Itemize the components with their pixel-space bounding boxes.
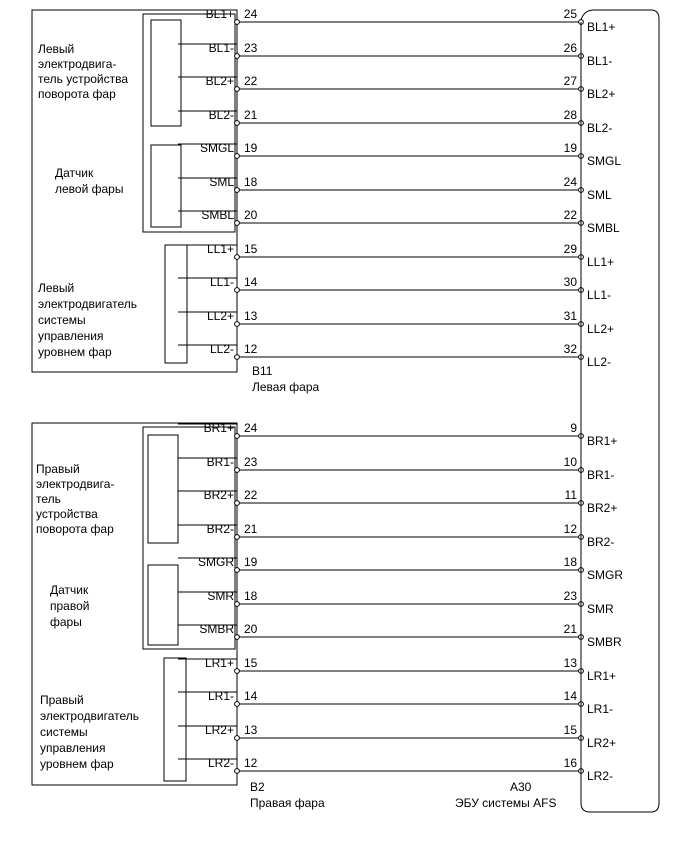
right-leveling-label xyxy=(40,693,142,771)
left-source-terminal xyxy=(235,87,240,92)
left-source-terminal xyxy=(235,255,240,260)
left-ecu-signal-label: BL2- xyxy=(587,121,613,135)
left-signal-label: SML xyxy=(209,175,234,189)
left-motor-label-line: Левый xyxy=(38,42,75,56)
left-ecu-pin: 31 xyxy=(563,309,577,323)
left-source-pin: 12 xyxy=(244,342,258,356)
left-leveling-label-line: электродвигатель xyxy=(38,297,137,311)
left-signal-label: SMBL xyxy=(201,208,234,222)
right-source-terminal xyxy=(235,702,240,707)
left-ecu-signal-label: SMBL xyxy=(587,221,620,235)
left-wire-row xyxy=(178,141,621,168)
right-ecu-pin: 10 xyxy=(563,455,577,469)
left-source-pin: 20 xyxy=(244,208,258,222)
left-ecu-pin: 29 xyxy=(563,242,577,256)
right-wire-row xyxy=(178,689,613,716)
right-source-terminal xyxy=(235,434,240,439)
left-source-pin: 22 xyxy=(244,74,258,88)
right-motor-label-line: поворота фар xyxy=(36,522,114,536)
left-ecu-pin: 27 xyxy=(563,74,577,88)
right-signal-label: BR2+ xyxy=(203,488,234,502)
left-source-terminal xyxy=(235,288,240,293)
right-signal-label: LR1+ xyxy=(204,656,234,670)
left-wire-row xyxy=(178,175,612,202)
right-ecu-pin: 14 xyxy=(563,689,577,703)
right-ecu-signal-label: BR2+ xyxy=(587,501,618,515)
left-source-terminal xyxy=(235,355,240,360)
right-signal-label: SMGR xyxy=(198,555,234,569)
left-source-terminal xyxy=(235,20,240,25)
left-ecu-pin: 32 xyxy=(563,342,577,356)
right-ecu-signal-label: LR2- xyxy=(587,769,614,783)
right-ecu-pin: 21 xyxy=(563,622,577,636)
right-motor-label-line: устройства xyxy=(36,507,98,521)
right-sensor-label xyxy=(50,583,93,629)
right-source-pin: 23 xyxy=(244,455,258,469)
left-ecu-signal-label: BL2+ xyxy=(587,87,616,101)
left-motor-label-line: поворота фар xyxy=(38,87,116,101)
left-signal-label: BL2- xyxy=(208,108,234,122)
left-leveling-label-line: системы xyxy=(38,313,86,327)
right-ecu-pin: 11 xyxy=(564,488,577,502)
right-leveling-label-line: управления xyxy=(40,741,106,755)
left-wire-group xyxy=(178,7,621,369)
right-source-pin: 22 xyxy=(244,488,258,502)
right-wire-row xyxy=(178,488,617,515)
right-source-pin: 14 xyxy=(244,689,258,703)
left-ecu-pin: 19 xyxy=(563,141,577,155)
left-source-pin: 21 xyxy=(244,108,258,122)
right-source-pin: 20 xyxy=(244,622,258,636)
right-motor-label xyxy=(36,462,118,536)
right-motor-label-line: электродвига- xyxy=(36,477,115,491)
right-source-pin: 18 xyxy=(244,589,258,603)
right-ecu-signal-label: LR1+ xyxy=(587,669,617,683)
left-source-pin: 23 xyxy=(244,41,258,55)
left-source-pin: 15 xyxy=(244,242,258,256)
left-signal-label: BL1- xyxy=(208,41,234,55)
left-wire-row xyxy=(178,208,620,235)
right-source-terminal xyxy=(235,501,240,506)
right-leveling-label-line: уровнем фар xyxy=(40,757,114,771)
right-ecu-signal-label: SMGR xyxy=(587,568,623,582)
left-wire-row xyxy=(178,275,611,302)
left-signal-label: SMGL xyxy=(199,141,234,155)
right-source-terminal xyxy=(235,568,240,573)
left-wire-row xyxy=(178,41,612,68)
left-connector-id: B11 xyxy=(252,364,273,378)
left-swivel-motor-inner xyxy=(151,20,181,126)
left-signal-label: BL2+ xyxy=(205,74,234,88)
left-headlamp xyxy=(32,7,621,394)
left-source-terminal xyxy=(235,121,240,126)
left-ecu-pin: 28 xyxy=(563,108,577,122)
left-connector-title: Левая фара xyxy=(252,380,320,394)
left-sensor-label-line: левой фары xyxy=(55,182,124,196)
left-source-pin: 24 xyxy=(244,7,258,21)
left-signal-label: LL1- xyxy=(209,275,234,289)
left-ecu-signal-label: LL2- xyxy=(587,355,612,369)
right-ecu-pin: 13 xyxy=(563,656,577,670)
right-signal-label: BR1+ xyxy=(203,421,234,435)
left-signal-label: BL1+ xyxy=(205,7,234,21)
left-signal-label: LL1+ xyxy=(206,242,234,256)
left-wire-row xyxy=(178,7,615,34)
left-source-terminal xyxy=(235,154,240,159)
right-ecu-signal-label: LR1- xyxy=(587,702,614,716)
left-ecu-signal-label: LL2+ xyxy=(587,322,615,336)
right-signal-label: LR2+ xyxy=(204,723,234,737)
left-ecu-pin: 22 xyxy=(563,208,577,222)
left-source-terminal xyxy=(235,54,240,59)
right-source-terminal xyxy=(235,602,240,607)
left-ecu-signal-label: SMGL xyxy=(587,154,622,168)
right-ecu-pin: 15 xyxy=(563,723,577,737)
right-leveling-label-line: Правый xyxy=(40,693,84,707)
right-sensor-label-line: правой xyxy=(50,599,90,613)
right-source-terminal xyxy=(235,736,240,741)
right-ecu-pin: 16 xyxy=(563,756,577,770)
right-ecu-signal-label: SMBR xyxy=(587,635,622,649)
right-ecu-signal-label: BR1+ xyxy=(587,434,618,448)
left-ecu-pin: 24 xyxy=(563,175,577,189)
left-ecu-pin: 25 xyxy=(563,7,577,21)
left-source-pin: 13 xyxy=(244,309,258,323)
left-sensor-label xyxy=(55,166,123,196)
left-signal-label: LL2+ xyxy=(206,309,234,323)
right-motor-label-line: Правый xyxy=(36,462,80,476)
right-ecu-pin: 12 xyxy=(563,522,577,536)
left-signal-label: LL2- xyxy=(209,342,234,356)
left-wire-row xyxy=(178,309,614,336)
left-wire-row xyxy=(178,242,614,269)
right-source-terminal xyxy=(235,769,240,774)
right-leveling-motor-block xyxy=(164,658,186,781)
right-wire-row xyxy=(178,756,613,783)
left-source-terminal xyxy=(235,188,240,193)
left-source-pin: 14 xyxy=(244,275,258,289)
left-leveling-label-line: Левый xyxy=(38,281,75,295)
right-wire-row xyxy=(178,455,614,482)
left-wire-row xyxy=(178,108,612,135)
right-signal-label: SMBR xyxy=(199,622,234,636)
left-source-terminal xyxy=(235,322,240,327)
right-source-pin: 12 xyxy=(244,756,258,770)
right-source-pin: 19 xyxy=(244,555,258,569)
right-ecu-pin: 9 xyxy=(570,421,577,435)
left-motor-label xyxy=(38,42,131,101)
left-ecu-signal-label: LL1- xyxy=(587,288,612,302)
ecu-block xyxy=(455,10,659,812)
right-leveling-label-line: электродвигатель xyxy=(40,709,139,723)
right-sensor-label-line: Датчик xyxy=(50,583,89,597)
left-ecu-signal-label: BL1- xyxy=(587,54,613,68)
right-source-pin: 13 xyxy=(244,723,258,737)
right-ecu-pin: 23 xyxy=(563,589,577,603)
right-signal-label: BR2- xyxy=(206,522,234,536)
right-swivel-motor-inner xyxy=(148,435,178,543)
left-sensor-label-line: Датчик xyxy=(55,166,94,180)
ecu-id: A30 xyxy=(510,780,532,794)
right-sensor-block xyxy=(148,565,178,645)
right-connector-id: B2 xyxy=(250,780,265,794)
right-source-terminal xyxy=(235,635,240,640)
left-ecu-signal-label: LL1+ xyxy=(587,255,615,269)
left-source-terminal xyxy=(235,221,240,226)
right-sensor-label-line: фары xyxy=(50,615,82,629)
left-ecu-pin: 30 xyxy=(563,275,577,289)
left-source-pin: 18 xyxy=(244,175,258,189)
right-leveling-label-line: системы xyxy=(40,725,88,739)
right-wire-row xyxy=(178,656,616,683)
left-sensor-block xyxy=(151,145,181,227)
ecu-title: ЭБУ системы AFS xyxy=(455,796,557,810)
right-signal-label: SMR xyxy=(207,589,234,603)
left-ecu-signal-label: SML xyxy=(587,188,612,202)
right-ecu-signal-label: LR2+ xyxy=(587,736,617,750)
left-wire-row xyxy=(178,342,611,369)
right-source-pin: 24 xyxy=(244,421,258,435)
left-leveling-label xyxy=(38,281,140,359)
right-source-terminal xyxy=(235,535,240,540)
right-headlamp xyxy=(32,421,623,810)
right-ecu-pin: 18 xyxy=(563,555,577,569)
right-ecu-signal-label: SMR xyxy=(587,602,614,616)
left-ecu-signal-label: BL1+ xyxy=(587,20,616,34)
right-source-terminal xyxy=(235,468,240,473)
right-wire-group xyxy=(178,421,623,783)
right-ecu-signal-label: BR2- xyxy=(587,535,615,549)
left-motor-label-line: электродвига- xyxy=(38,57,117,71)
right-wire-row xyxy=(178,522,614,549)
right-wire-row xyxy=(178,589,614,616)
left-wire-row xyxy=(178,74,615,101)
left-source-pin: 19 xyxy=(244,141,258,155)
right-signal-label: LR2- xyxy=(207,756,234,770)
right-wire-row xyxy=(178,622,622,649)
right-signal-label: LR1- xyxy=(207,689,234,703)
right-wire-row xyxy=(178,555,623,582)
right-source-pin: 21 xyxy=(244,522,258,536)
left-leveling-label-line: управления xyxy=(38,329,104,343)
right-wire-row xyxy=(178,723,616,750)
right-source-terminal xyxy=(235,669,240,674)
right-ecu-signal-label: BR1- xyxy=(587,468,615,482)
right-connector-title: Правая фара xyxy=(250,796,325,810)
right-motor-label-line: тель xyxy=(36,492,61,506)
right-source-pin: 15 xyxy=(244,656,258,670)
right-wire-row xyxy=(178,421,617,448)
left-leveling-label-line: уровнем фар xyxy=(38,345,112,359)
left-ecu-pin: 26 xyxy=(563,41,577,55)
right-signal-label: BR1- xyxy=(206,455,234,469)
left-motor-label-line: тель устройства xyxy=(38,72,129,86)
